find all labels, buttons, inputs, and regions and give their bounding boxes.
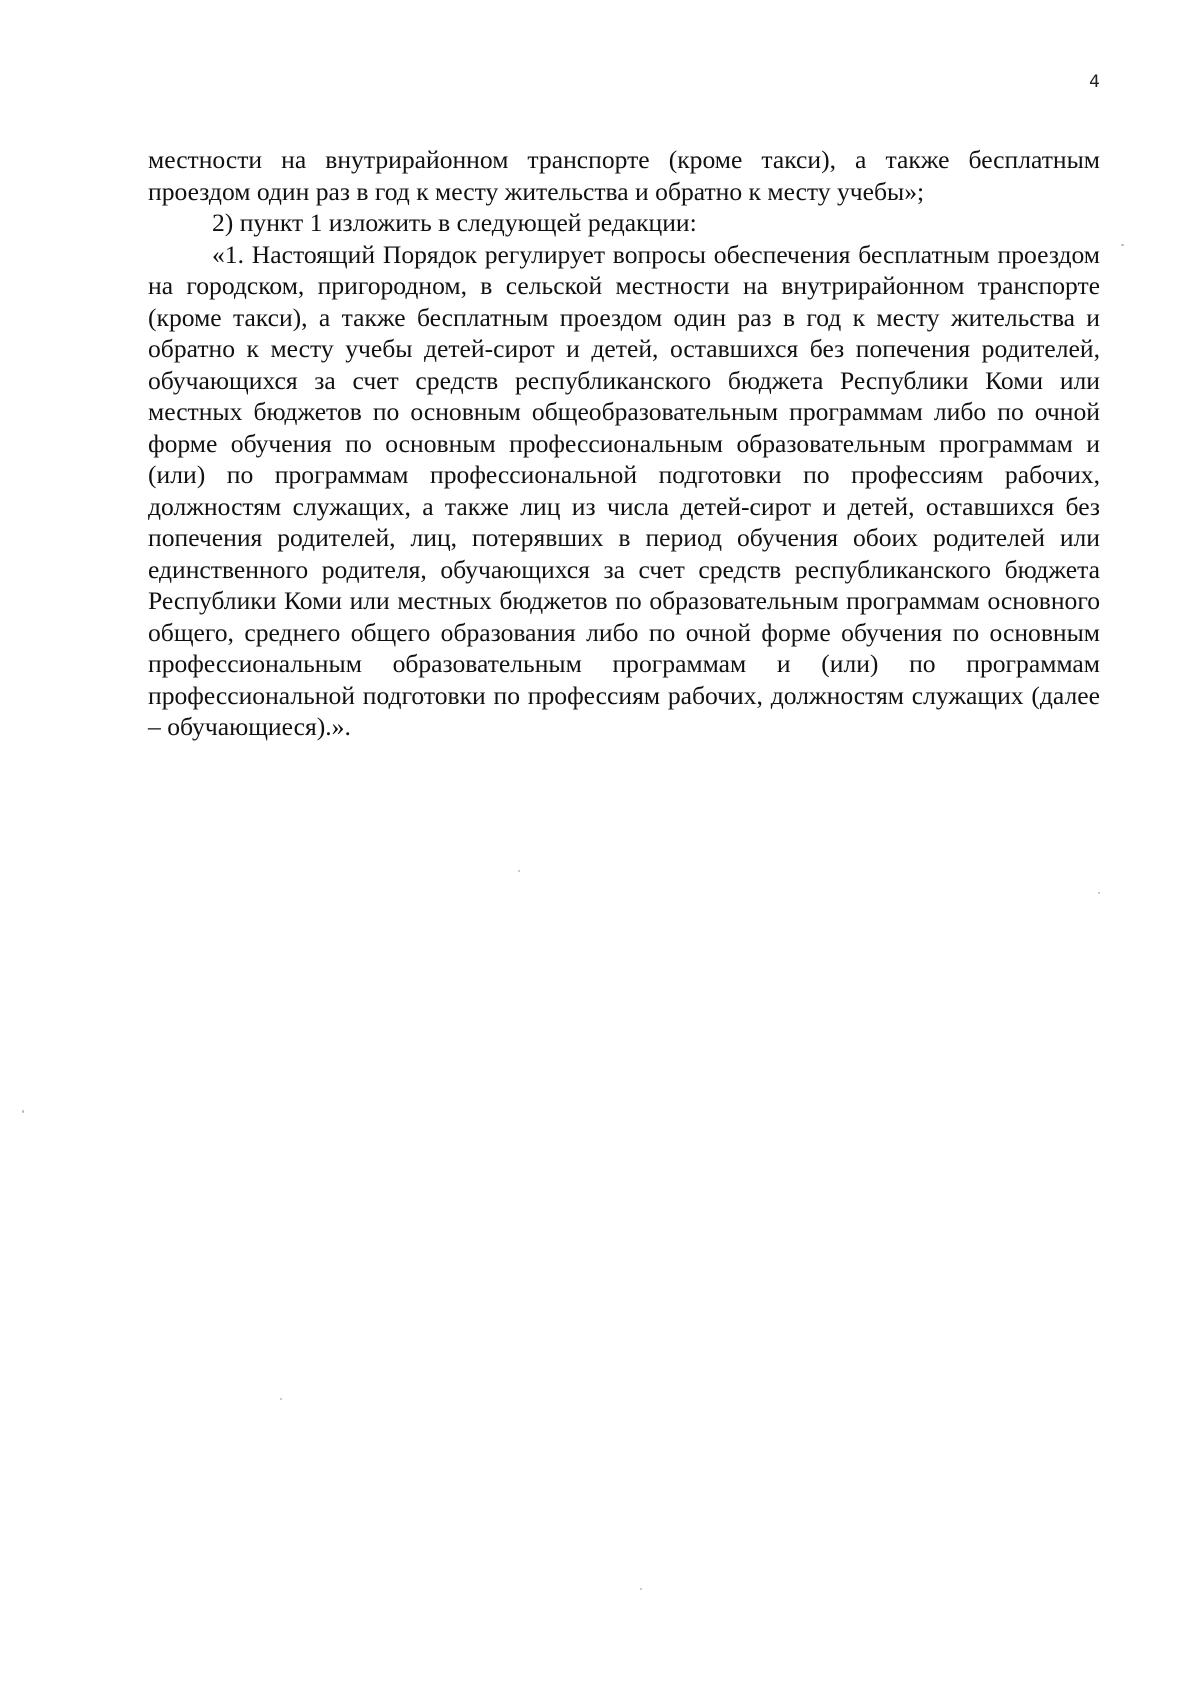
scan-speck [1121, 244, 1124, 246]
scan-speck [518, 870, 520, 872]
page-number: 4 [1089, 72, 1100, 92]
paragraph-quoted-clause-1: «1. Настоящий Порядок регулирует вопросы обеспечения бесплатным проездом на городском, пригородном, в сельской местности на внутрирайонном транспорте (кроме такси), а также бесплатным проездом один раз в год к месту жительства и обратно к месту учебы детей-сирот и детей, оставшихся без попечения родителей, обучающихся за счет средств республиканского бюджета Республики Коми или местных бюджетов по основным общеобразовательным программам либо по очной форме обучения по основным профессиональным образовательным программам и (или) по программам профессиональной подготовки по профессиям рабочих, должностям служащих, а также лиц из числа детей-сирот и детей, оставшихся без попечения родителей, лиц, потерявших в период обучения обоих родителей или единственного родителя, обучающихся за счет средств республиканского бюджета Республики Коми или местных бюджетов по образовательным программам основного общего, среднего общего образования либо по очной форме обучения по основным профессиональным образовательным программам и (или) по программам профессиональной подготовки по профессиям рабочих, должностям служащих (далее – обучающиеся).». [148, 239, 1100, 741]
paragraph-continuation: местности на внутрирайонном транспорте (кроме такси), а также бесплатным проездом один раз в год к месту жительства и обратно к месту учебы»; [148, 145, 1100, 206]
paragraph-item-2: 2) пункт 1 изложить в следующей редакции: [212, 208, 697, 237]
scan-speck [1098, 892, 1100, 894]
body-text [148, 144, 1100, 743]
scan-speck [640, 1588, 642, 1590]
scan-speck [22, 1110, 24, 1113]
scan-speck [280, 1398, 282, 1400]
